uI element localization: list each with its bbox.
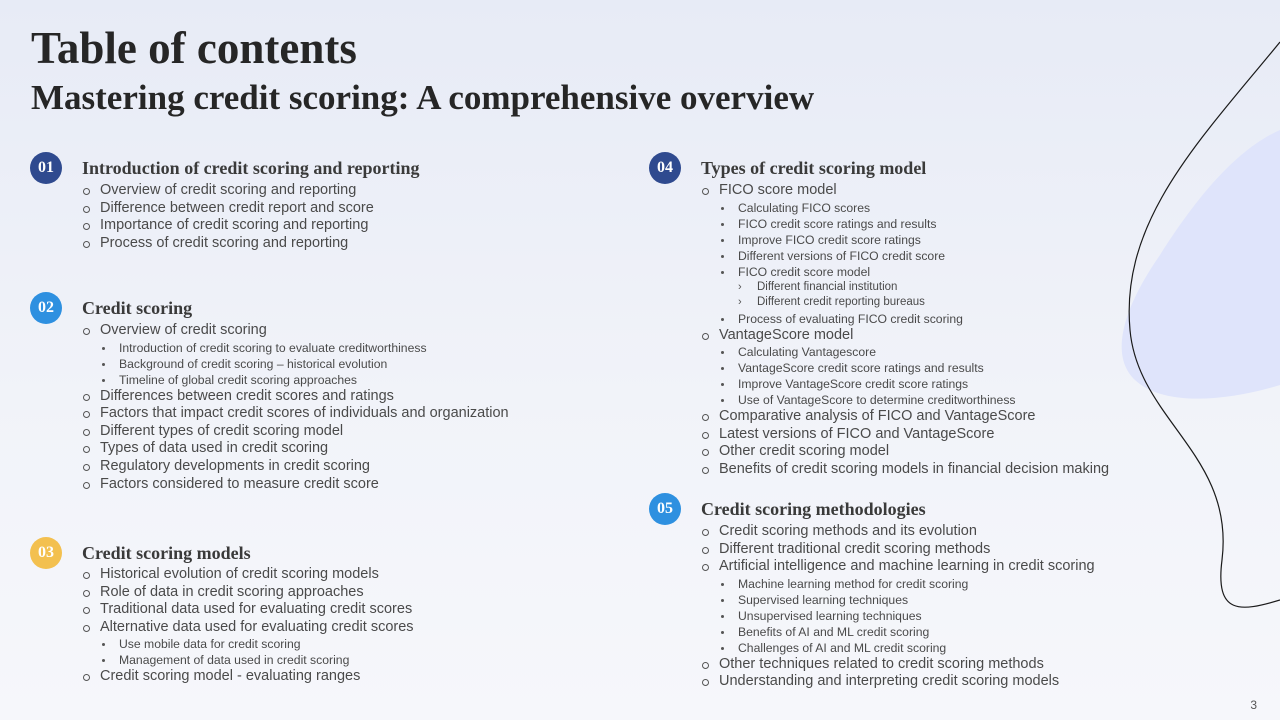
list-item: Overview of credit scoring and reporting <box>82 182 374 200</box>
list-item: Artificial intelligence and machine learning in credit scoring <box>701 558 1095 576</box>
list-subitem: Improve FICO credit score ratings <box>701 232 1109 248</box>
list-item: Latest versions of FICO and VantageScore <box>701 426 1109 444</box>
section-items <box>701 523 1095 691</box>
list-subitem: Different versions of FICO credit score <box>701 248 1109 264</box>
list-item: Benefits of credit scoring models in financial decision making <box>701 461 1109 479</box>
list-item: Differences between credit scores and ratings <box>82 388 509 406</box>
list-subitem: FICO credit score ratings and results <box>701 216 1109 232</box>
page-title: Table of contents <box>31 23 357 73</box>
list-item: Role of data in credit scoring approaches <box>82 584 414 602</box>
list-subsubitem: › Different financial institution <box>701 280 1109 296</box>
list-item: Credit scoring methods and its evolution <box>701 523 1095 541</box>
list-item: Factors considered to measure credit score <box>82 476 509 494</box>
list-item: Understanding and interpreting credit scoring models <box>701 673 1095 691</box>
list-subitem: Supervised learning techniques <box>701 592 1095 608</box>
list-item: Traditional data used for evaluating credit scores <box>82 601 414 619</box>
section-title: Types of credit scoring model <box>701 158 927 178</box>
list-subitem: Calculating Vantagescore <box>701 344 1109 360</box>
section-title: Credit scoring models <box>82 543 251 563</box>
list-subitem: Calculating FICO scores <box>701 200 1109 216</box>
list-item: FICO score model <box>701 182 1109 200</box>
section-number-badge: 04 <box>649 152 681 184</box>
section-title: Credit scoring methodologies <box>701 499 926 519</box>
section-items <box>82 182 374 252</box>
list-item: Different types of credit scoring model <box>82 423 509 441</box>
list-subitem: VantageScore credit score ratings and results <box>701 360 1109 376</box>
list-subitem: Challenges of AI and ML credit scoring <box>701 640 1095 656</box>
list-item: Other techniques related to credit scoring methods <box>701 656 1095 674</box>
list-subitem: Benefits of AI and ML credit scoring <box>701 624 1095 640</box>
section-items <box>82 322 509 493</box>
section-title: Introduction of credit scoring and reporting <box>82 158 420 178</box>
list-subsubitem: › Different credit reporting bureaus <box>701 295 1109 311</box>
list-item: VantageScore model <box>701 327 1109 345</box>
list-subitem: FICO credit score model <box>701 264 1109 280</box>
decorative-blob <box>1122 130 1280 399</box>
list-item: Different traditional credit scoring methods <box>701 541 1095 559</box>
list-item: Types of data used in credit scoring <box>82 440 509 458</box>
list-item: Comparative analysis of FICO and VantageScore <box>701 408 1109 426</box>
list-subitem: Use mobile data for credit scoring <box>82 636 414 652</box>
list-item: Credit scoring model - evaluating ranges <box>82 668 414 686</box>
decorative-curve-line <box>1129 42 1280 607</box>
section-number-badge: 05 <box>649 493 681 525</box>
list-item: Alternative data used for evaluating credit scores <box>82 619 414 637</box>
list-subitem: Introduction of credit scoring to evaluate creditworthiness <box>82 340 509 356</box>
list-subitem: Background of credit scoring – historical evolution <box>82 356 509 372</box>
page-subtitle: Mastering credit scoring: A comprehensive overview <box>31 78 815 117</box>
list-item: Process of credit scoring and reporting <box>82 235 374 253</box>
section-number-badge: 01 <box>30 152 62 184</box>
section-number-badge: 03 <box>30 537 62 569</box>
list-subitem: Improve VantageScore credit score ratings <box>701 376 1109 392</box>
list-subitem: Process of evaluating FICO credit scoring <box>701 311 1109 327</box>
list-subitem: Unsupervised learning techniques <box>701 608 1095 624</box>
list-item: Other credit scoring model <box>701 443 1109 461</box>
list-subitem: Timeline of global credit scoring approaches <box>82 372 509 388</box>
section-title: Credit scoring <box>82 298 193 318</box>
list-subitem: Machine learning method for credit scoring <box>701 576 1095 592</box>
list-item: Factors that impact credit scores of individuals and organization <box>82 405 509 423</box>
list-item: Difference between credit report and score <box>82 200 374 218</box>
list-subitem: Use of VantageScore to determine creditworthiness <box>701 392 1109 408</box>
list-item: Historical evolution of credit scoring models <box>82 566 414 584</box>
list-item: Importance of credit scoring and reporting <box>82 217 374 235</box>
section-items <box>82 566 414 686</box>
list-item: Regulatory developments in credit scoring <box>82 458 509 476</box>
section-number-badge: 02 <box>30 292 62 324</box>
page-number: 3 <box>1250 698 1257 712</box>
list-subitem: Management of data used in credit scoring <box>82 652 414 668</box>
section-items <box>701 182 1109 479</box>
list-item: Overview of credit scoring <box>82 322 509 340</box>
